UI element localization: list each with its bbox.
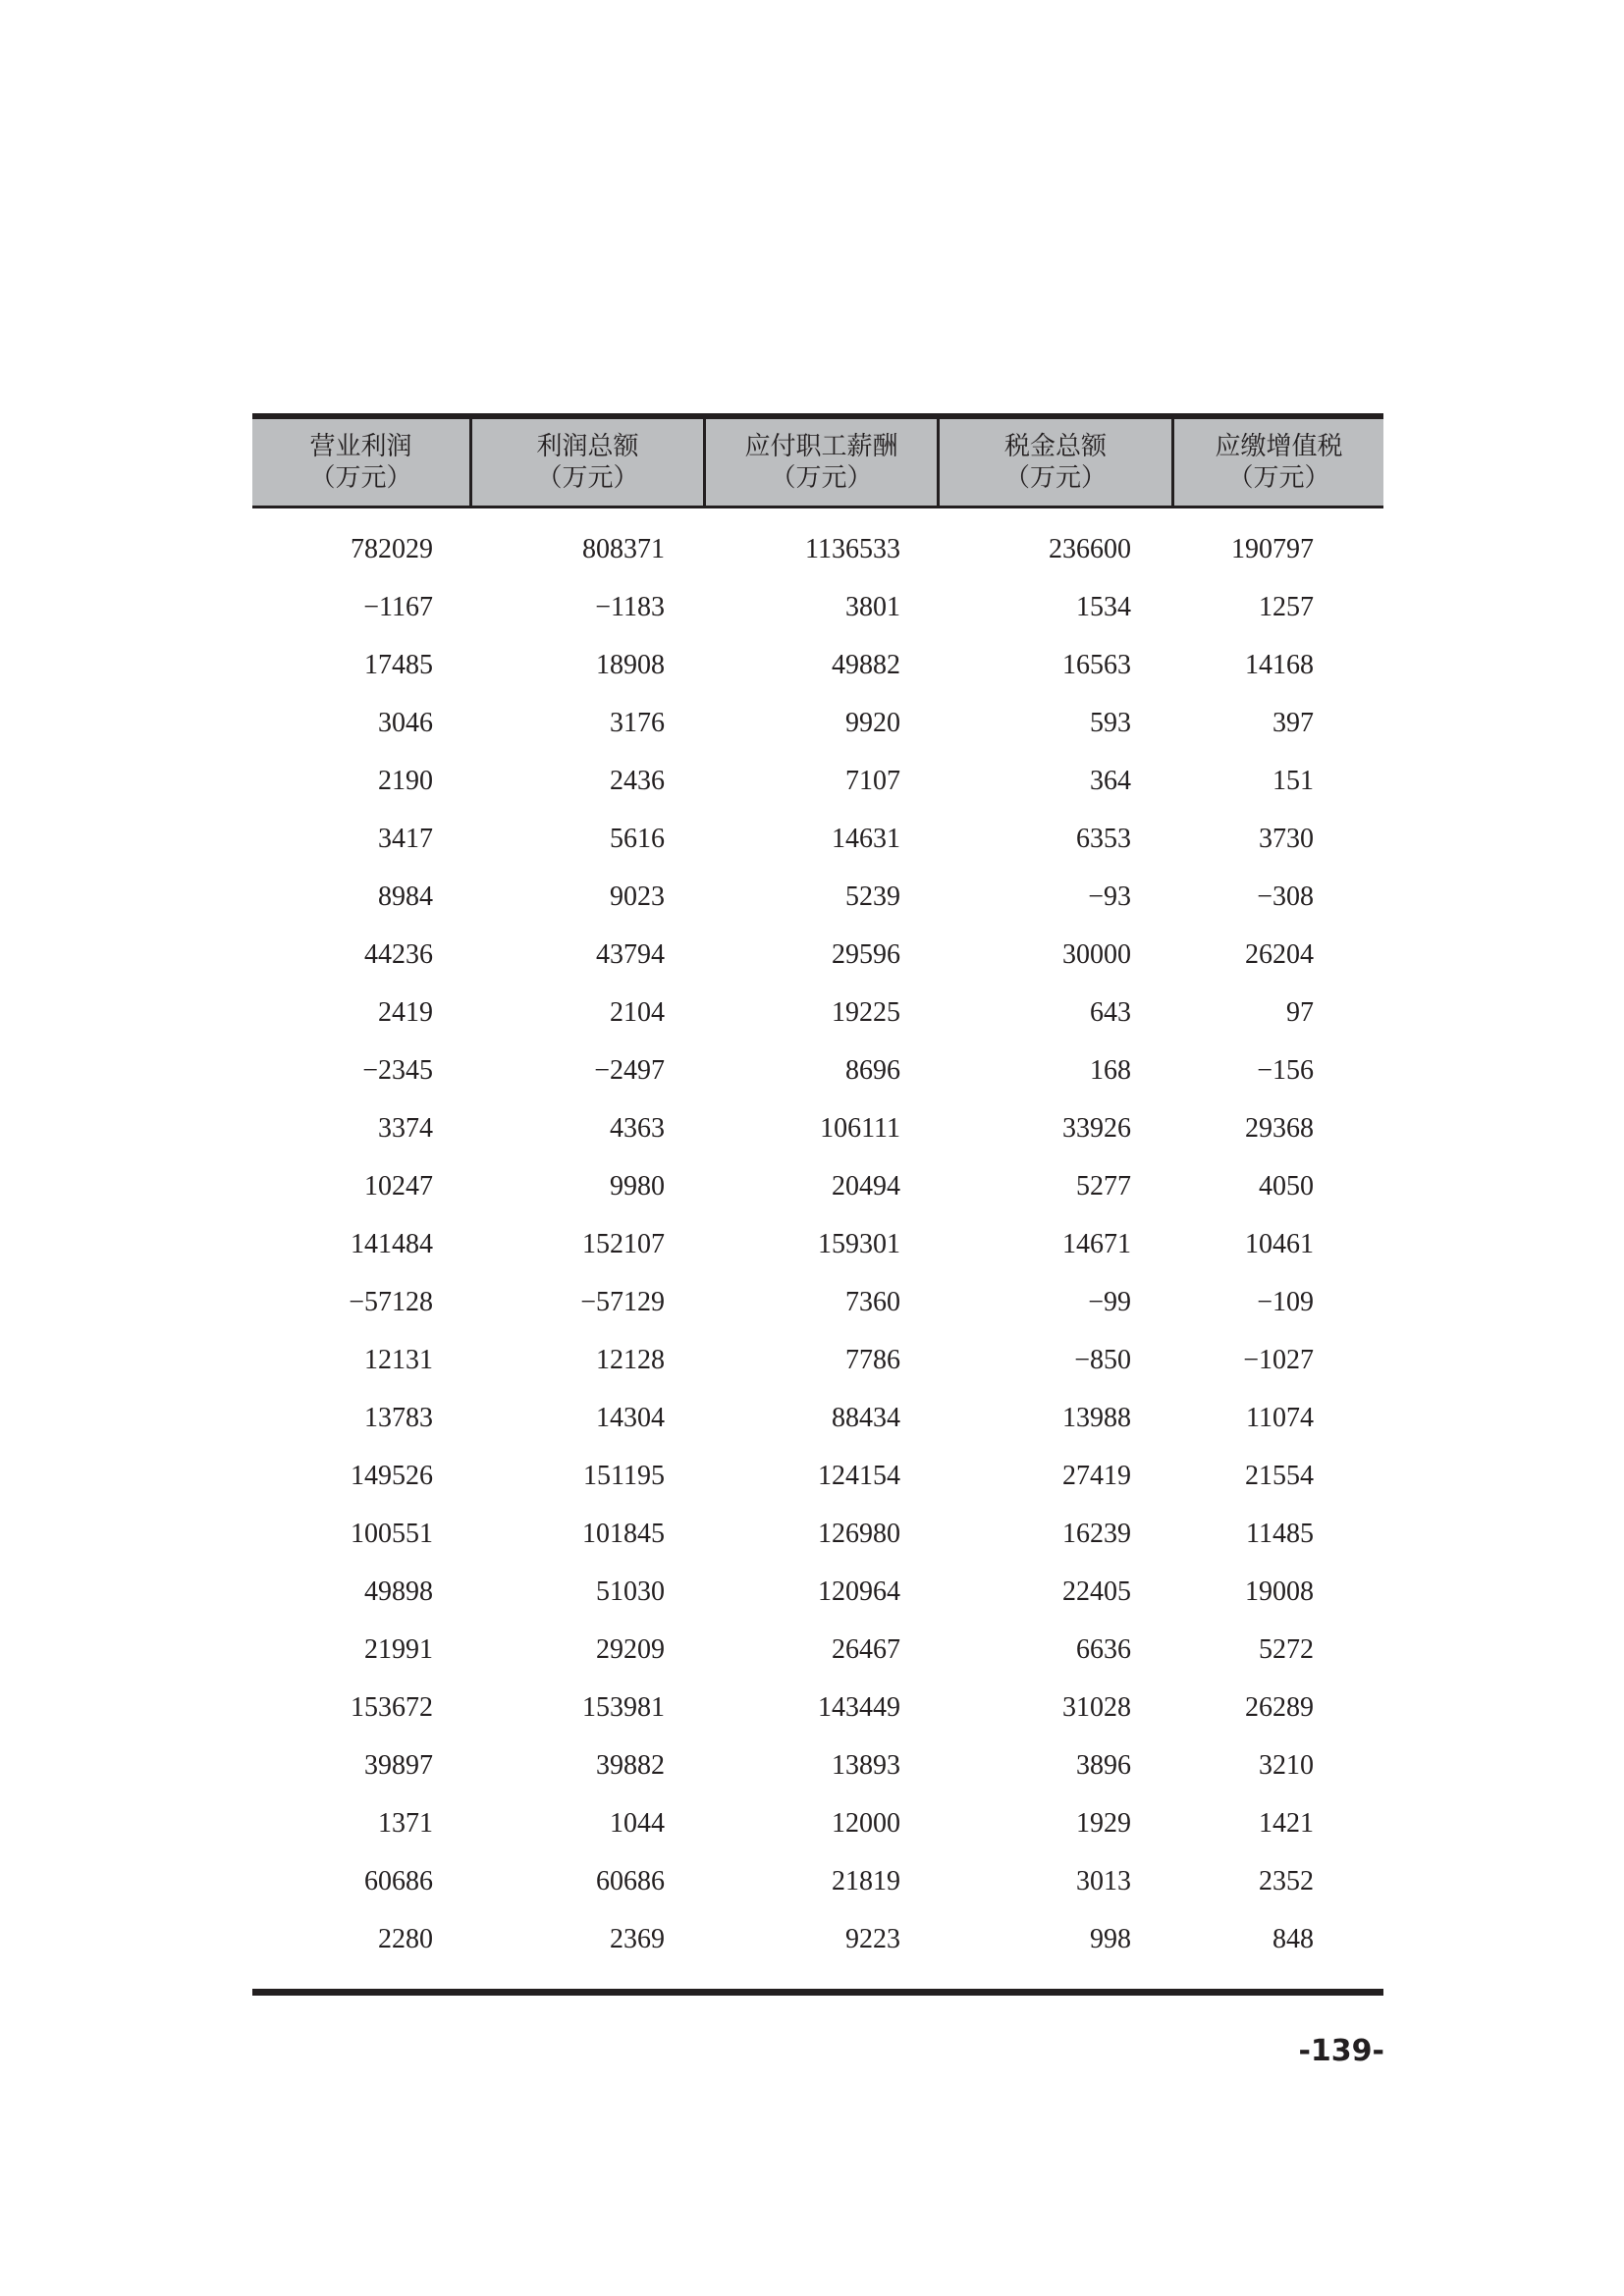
column-header-total-profit xyxy=(472,419,706,506)
table-cell: 3801 xyxy=(845,591,900,622)
table-row xyxy=(252,1041,1383,1099)
table-cell: −99 xyxy=(1088,1286,1131,1317)
table-cell: 12000 xyxy=(832,1807,900,1839)
column-header-title: 利润总额 xyxy=(536,432,639,461)
table-cell: 44236 xyxy=(364,938,433,970)
table-cell: 11074 xyxy=(1246,1402,1314,1433)
table-cell: 1929 xyxy=(1076,1807,1131,1839)
table-cell: 236600 xyxy=(1049,533,1131,564)
table-cell: 126980 xyxy=(818,1518,900,1549)
table-row xyxy=(252,1331,1383,1389)
column-header-payroll-payable xyxy=(706,419,940,506)
table-cell: 14631 xyxy=(832,823,900,854)
table-row xyxy=(252,752,1383,810)
table-cell: 782029 xyxy=(351,533,433,564)
table-cell: 151 xyxy=(1272,765,1314,796)
table-cell: 5239 xyxy=(845,881,900,912)
column-header-total-tax xyxy=(940,419,1174,506)
table-row xyxy=(252,1621,1383,1679)
table-cell: 49882 xyxy=(832,649,900,680)
table-row xyxy=(252,1157,1383,1215)
table-cell: −1027 xyxy=(1243,1344,1314,1375)
table-header-row xyxy=(252,419,1383,508)
table-row xyxy=(252,520,1383,578)
column-header-title: 应缴增值税 xyxy=(1215,432,1343,461)
table-cell: 60686 xyxy=(364,1865,433,1896)
table-cell: −308 xyxy=(1257,881,1314,912)
table-cell: 9980 xyxy=(610,1170,665,1201)
table-cell: 848 xyxy=(1272,1923,1314,1954)
table-cell: −93 xyxy=(1088,881,1131,912)
table-cell: 6353 xyxy=(1076,823,1131,854)
table-cell: 2436 xyxy=(610,765,665,796)
table-cell: 16239 xyxy=(1062,1518,1131,1549)
table-cell: 30000 xyxy=(1062,938,1131,970)
table-cell: 168 xyxy=(1090,1054,1131,1086)
table-cell: 124154 xyxy=(818,1460,900,1491)
table-row xyxy=(252,1447,1383,1505)
table-cell: 364 xyxy=(1090,765,1131,796)
column-header-unit: （万元） xyxy=(1227,463,1330,493)
table-cell: 10461 xyxy=(1245,1228,1314,1259)
table-cell: −1183 xyxy=(595,591,665,622)
page-number: -139- xyxy=(1298,2034,1384,2068)
table-cell: −57129 xyxy=(580,1286,665,1317)
table-row xyxy=(252,1273,1383,1331)
table-cell: 6636 xyxy=(1076,1633,1131,1665)
column-header-unit: （万元） xyxy=(536,463,639,493)
table-cell: 3176 xyxy=(610,707,665,738)
table-row xyxy=(252,1679,1383,1736)
table-cell: 7107 xyxy=(845,765,900,796)
table-cell: 8984 xyxy=(378,881,433,912)
table-cell: 159301 xyxy=(818,1228,900,1259)
table-cell: 20494 xyxy=(832,1170,900,1201)
table-cell: 29368 xyxy=(1245,1112,1314,1144)
table-cell: 10247 xyxy=(364,1170,433,1201)
table-cell: 43794 xyxy=(596,938,665,970)
table-cell: 26204 xyxy=(1245,938,1314,970)
table-row xyxy=(252,1736,1383,1794)
table-row xyxy=(252,636,1383,694)
table-cell: 3374 xyxy=(378,1112,433,1144)
table-row xyxy=(252,810,1383,868)
table-cell: 29209 xyxy=(596,1633,665,1665)
table-cell: 14168 xyxy=(1245,649,1314,680)
table-cell: 1421 xyxy=(1259,1807,1314,1839)
table-cell: −109 xyxy=(1257,1286,1314,1317)
table-cell: 190797 xyxy=(1231,533,1314,564)
table-cell: −156 xyxy=(1257,1054,1314,1086)
table-cell: 643 xyxy=(1090,996,1131,1028)
table-row xyxy=(252,1389,1383,1447)
table-cell: 100551 xyxy=(351,1518,433,1549)
table-cell: 4050 xyxy=(1259,1170,1314,1201)
table-cell: 397 xyxy=(1272,707,1314,738)
table-row xyxy=(252,578,1383,636)
table-cell: 3046 xyxy=(378,707,433,738)
table-cell: 101845 xyxy=(582,1518,665,1549)
table-body xyxy=(252,508,1383,1968)
table-cell: 7360 xyxy=(845,1286,900,1317)
table-cell: 593 xyxy=(1090,707,1131,738)
table-cell: 5616 xyxy=(610,823,665,854)
table-cell: 143449 xyxy=(818,1691,900,1723)
column-header-title: 税金总额 xyxy=(1003,432,1107,461)
column-header-unit: （万元） xyxy=(770,463,873,493)
table-cell: 29596 xyxy=(832,938,900,970)
table-cell: 2190 xyxy=(378,765,433,796)
table-cell: 2280 xyxy=(378,1923,433,1954)
table-cell: −2497 xyxy=(594,1054,665,1086)
table-cell: 14671 xyxy=(1062,1228,1131,1259)
table-cell: 16563 xyxy=(1062,649,1131,680)
table-cell: 49898 xyxy=(364,1575,433,1607)
table-cell: 21991 xyxy=(364,1633,433,1665)
table-cell: 17485 xyxy=(364,649,433,680)
table-row xyxy=(252,1099,1383,1157)
table-cell: 2419 xyxy=(378,996,433,1028)
column-header-unit: （万元） xyxy=(309,463,412,493)
table-cell: 12128 xyxy=(596,1344,665,1375)
column-header-vat-payable xyxy=(1174,419,1383,506)
table-cell: 19008 xyxy=(1245,1575,1314,1607)
table-bottom-rule xyxy=(252,1989,1383,1996)
table-cell: 3210 xyxy=(1259,1749,1314,1781)
table-cell: 5277 xyxy=(1076,1170,1131,1201)
table-cell: 51030 xyxy=(596,1575,665,1607)
table-cell: 149526 xyxy=(351,1460,433,1491)
table-row xyxy=(252,926,1383,984)
table-row xyxy=(252,1563,1383,1621)
table-cell: 88434 xyxy=(832,1402,900,1433)
table-row xyxy=(252,868,1383,926)
table-cell: 13988 xyxy=(1062,1402,1131,1433)
table-cell: 26467 xyxy=(832,1633,900,1665)
table-cell: 153672 xyxy=(351,1691,433,1723)
table-cell: 5272 xyxy=(1259,1633,1314,1665)
table-cell: −1167 xyxy=(363,591,433,622)
table-row xyxy=(252,1794,1383,1852)
table-cell: −2345 xyxy=(362,1054,433,1086)
table-cell: 1044 xyxy=(610,1807,665,1839)
table-cell: 3417 xyxy=(378,823,433,854)
table-cell: 151195 xyxy=(583,1460,665,1491)
table-cell: 7786 xyxy=(845,1344,900,1375)
table-cell: 9023 xyxy=(610,881,665,912)
column-header-title: 应付职工薪酬 xyxy=(744,432,898,461)
table-cell: 97 xyxy=(1286,996,1314,1028)
table-cell: 21819 xyxy=(832,1865,900,1896)
table-cell: 22405 xyxy=(1062,1575,1131,1607)
table-cell: 3730 xyxy=(1259,823,1314,854)
table-cell: 8696 xyxy=(845,1054,900,1086)
table-cell: 18908 xyxy=(596,649,665,680)
table-cell: 3013 xyxy=(1076,1865,1131,1896)
table-cell: 2104 xyxy=(610,996,665,1028)
table-cell: 33926 xyxy=(1062,1112,1131,1144)
table-cell: 141484 xyxy=(351,1228,433,1259)
table-row xyxy=(252,984,1383,1041)
table-row xyxy=(252,1215,1383,1273)
table-cell: 11485 xyxy=(1246,1518,1314,1549)
table-cell: 1371 xyxy=(378,1807,433,1839)
table-row xyxy=(252,1505,1383,1563)
table-cell: 1534 xyxy=(1076,591,1131,622)
table-cell: 13783 xyxy=(364,1402,433,1433)
table-cell: 4363 xyxy=(610,1112,665,1144)
table-cell: 9223 xyxy=(845,1923,900,1954)
table-cell: 120964 xyxy=(818,1575,900,1607)
table-cell: 14304 xyxy=(596,1402,665,1433)
table-cell: 1136533 xyxy=(805,533,900,564)
table-cell: 3896 xyxy=(1076,1749,1131,1781)
table-cell: 39897 xyxy=(364,1749,433,1781)
table-cell: −57128 xyxy=(349,1286,433,1317)
table-cell: 808371 xyxy=(582,533,665,564)
table-row xyxy=(252,694,1383,752)
column-header-unit: （万元） xyxy=(1003,463,1107,493)
data-table xyxy=(252,413,1383,1996)
table-cell: 12131 xyxy=(364,1344,433,1375)
table-cell: 9920 xyxy=(845,707,900,738)
table-cell: 2352 xyxy=(1259,1865,1314,1896)
table-row xyxy=(252,1852,1383,1910)
table-cell: 39882 xyxy=(596,1749,665,1781)
table-cell: 1257 xyxy=(1259,591,1314,622)
table-row xyxy=(252,1910,1383,1968)
table-cell: 60686 xyxy=(596,1865,665,1896)
table-cell: 26289 xyxy=(1245,1691,1314,1723)
table-cell: 998 xyxy=(1090,1923,1131,1954)
table-cell: 106111 xyxy=(820,1112,900,1144)
table-cell: 2369 xyxy=(610,1923,665,1954)
table-cell: −850 xyxy=(1074,1344,1131,1375)
table-cell: 19225 xyxy=(832,996,900,1028)
table-cell: 21554 xyxy=(1245,1460,1314,1491)
table-cell: 31028 xyxy=(1062,1691,1131,1723)
table-cell: 153981 xyxy=(582,1691,665,1723)
table-cell: 27419 xyxy=(1062,1460,1131,1491)
column-header-operating-profit xyxy=(252,419,472,506)
column-header-title: 营业利润 xyxy=(309,432,412,461)
table-cell: 13893 xyxy=(832,1749,900,1781)
table-cell: 152107 xyxy=(582,1228,665,1259)
